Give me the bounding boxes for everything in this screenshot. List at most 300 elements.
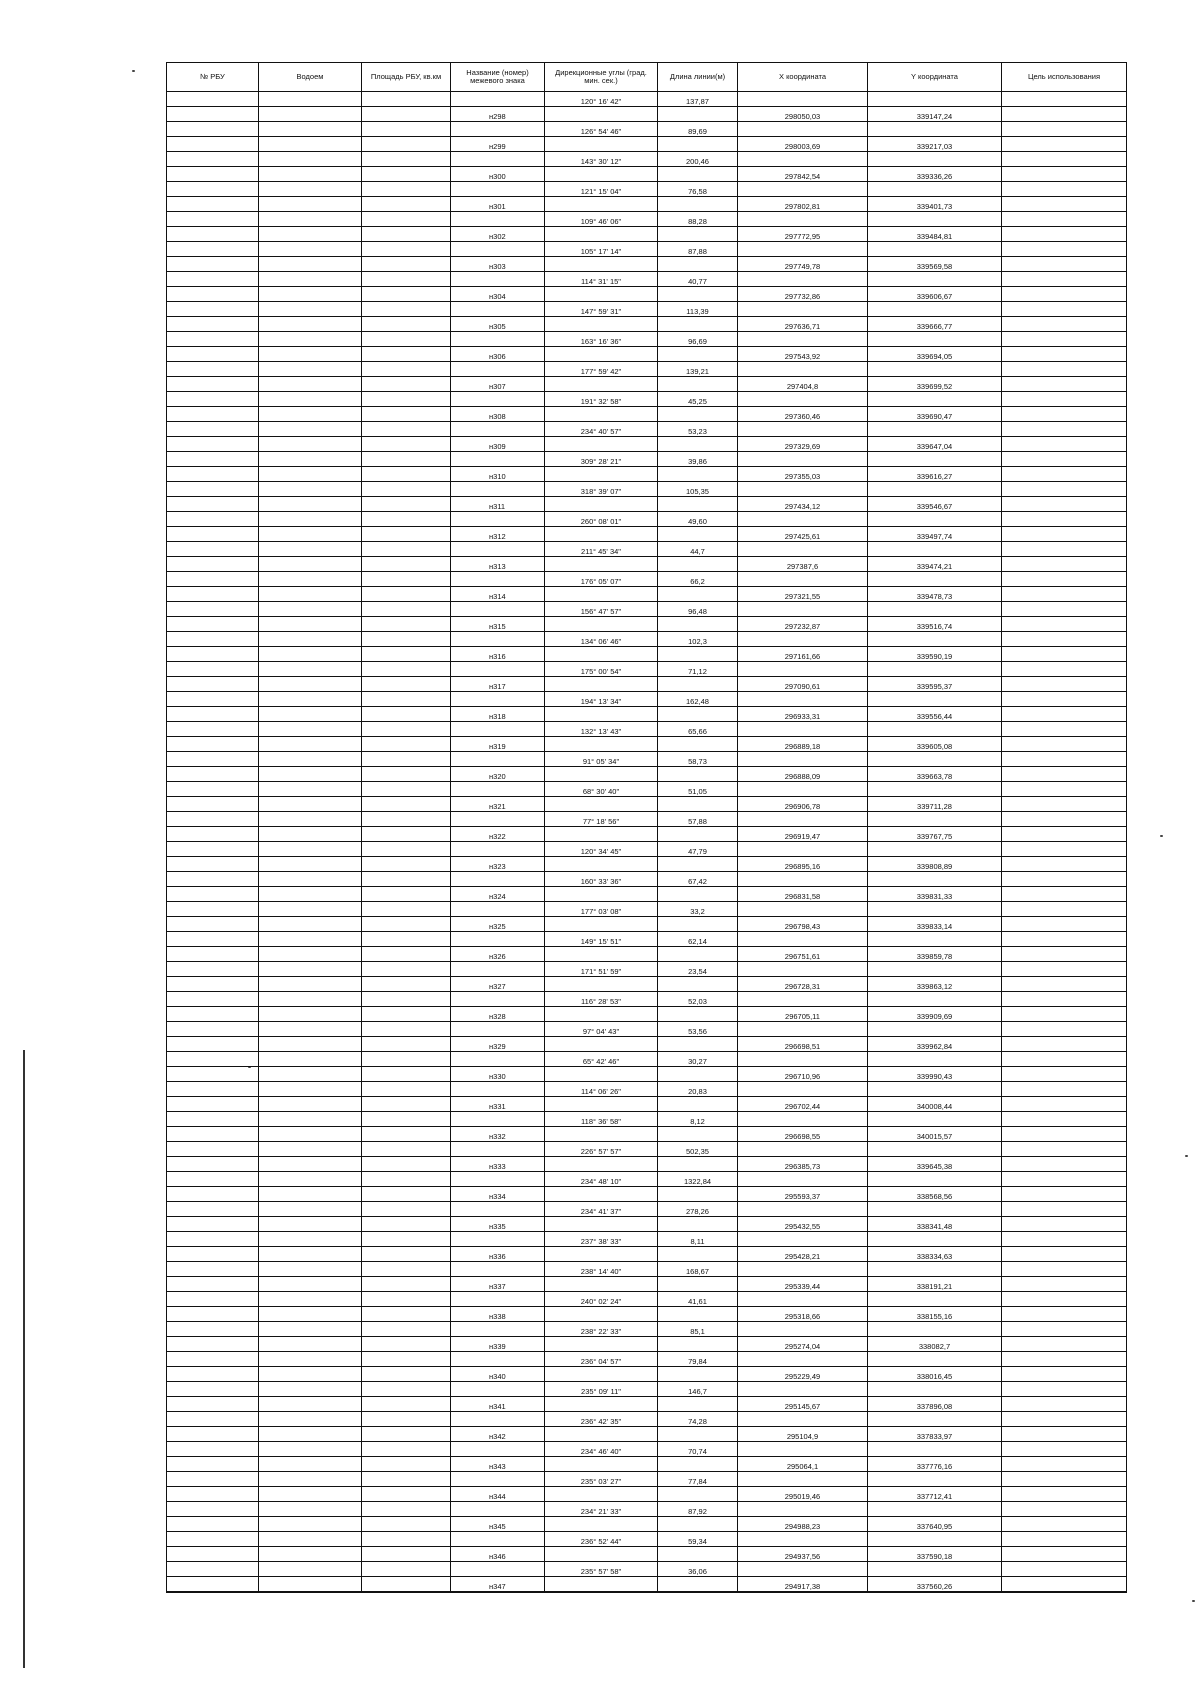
rbu-number-cell [167, 692, 259, 707]
x-coordinate-cell: 296728,31 [738, 977, 868, 992]
area-cell [362, 212, 451, 227]
area-cell [362, 602, 451, 617]
table-row [167, 92, 1127, 107]
y-coordinate-cell [868, 182, 1002, 197]
line-length-cell: 79,84 [658, 1352, 738, 1367]
x-coordinate-cell: 297161,66 [738, 647, 868, 662]
table-row [167, 497, 1127, 512]
y-coordinate-cell [868, 392, 1002, 407]
y-coordinate-cell: 339831,33 [868, 887, 1002, 902]
line-length-cell: 96,69 [658, 332, 738, 347]
direction-angle-cell [545, 947, 658, 962]
direction-angle-cell [545, 1127, 658, 1142]
y-coordinate-cell [868, 272, 1002, 287]
x-coordinate-cell: 294937,56 [738, 1547, 868, 1562]
area-cell [362, 992, 451, 1007]
water-body-cell [259, 1292, 362, 1307]
boundary-mark-cell: н309 [451, 437, 545, 452]
purpose-cell [1002, 992, 1127, 1007]
x-coordinate-cell: 296906,78 [738, 797, 868, 812]
purpose-cell [1002, 1262, 1127, 1277]
x-coordinate-cell [738, 572, 868, 587]
area-cell [362, 227, 451, 242]
x-coordinate-cell: 295432,55 [738, 1217, 868, 1232]
x-coordinate-cell: 296798,43 [738, 917, 868, 932]
y-coordinate-cell: 339663,78 [868, 767, 1002, 782]
table-row [167, 677, 1127, 692]
boundary-mark-cell [451, 872, 545, 887]
x-coordinate-cell: 294988,23 [738, 1517, 868, 1532]
rbu-number-cell [167, 737, 259, 752]
line-length-cell: 53,56 [658, 1022, 738, 1037]
water-body-cell [259, 1412, 362, 1427]
line-length-cell [658, 377, 738, 392]
direction-angle-cell [545, 197, 658, 212]
purpose-cell [1002, 902, 1127, 917]
boundary-mark-cell [451, 1322, 545, 1337]
area-cell [362, 902, 451, 917]
table-row [167, 1142, 1127, 1157]
table-row [167, 587, 1127, 602]
direction-angle-cell: 226° 57' 57" [545, 1142, 658, 1157]
x-coordinate-cell [738, 1112, 868, 1127]
boundary-mark-cell [451, 1142, 545, 1157]
line-length-cell [658, 1457, 738, 1472]
table-row [167, 932, 1127, 947]
area-cell [362, 1547, 451, 1562]
table-row [167, 227, 1127, 242]
rbu-number-cell [167, 767, 259, 782]
table-row [167, 782, 1127, 797]
water-body-cell [259, 1367, 362, 1382]
rbu-number-cell [167, 1577, 259, 1593]
line-length-cell: 278,26 [658, 1202, 738, 1217]
rbu-number-cell [167, 1082, 259, 1097]
rbu-number-cell [167, 1397, 259, 1412]
scan-speck [1185, 1155, 1188, 1157]
x-coordinate-cell: 296705,11 [738, 1007, 868, 1022]
y-coordinate-cell: 340008,44 [868, 1097, 1002, 1112]
area-cell [362, 1427, 451, 1442]
line-length-cell: 137,87 [658, 92, 738, 107]
line-length-cell: 102,3 [658, 632, 738, 647]
water-body-cell [259, 407, 362, 422]
table-row [167, 572, 1127, 587]
area-cell [362, 407, 451, 422]
line-length-cell: 45,25 [658, 392, 738, 407]
table-row [167, 422, 1127, 437]
line-length-cell: 74,28 [658, 1412, 738, 1427]
rbu-number-cell [167, 422, 259, 437]
purpose-cell [1002, 587, 1127, 602]
area-cell [362, 1562, 451, 1577]
purpose-cell [1002, 227, 1127, 242]
area-cell [362, 1532, 451, 1547]
x-coordinate-cell [738, 1292, 868, 1307]
water-body-cell [259, 602, 362, 617]
purpose-cell [1002, 512, 1127, 527]
y-coordinate-cell [868, 1082, 1002, 1097]
table-row [167, 1202, 1127, 1217]
area-cell [362, 347, 451, 362]
x-coordinate-cell [738, 1142, 868, 1157]
line-length-cell: 8,12 [658, 1112, 738, 1127]
rbu-number-cell [167, 377, 259, 392]
area-cell [362, 752, 451, 767]
purpose-cell [1002, 1367, 1127, 1382]
purpose-cell [1002, 167, 1127, 182]
direction-angle-cell [545, 1277, 658, 1292]
boundary-mark-cell: н334 [451, 1187, 545, 1202]
x-coordinate-cell: 296919,47 [738, 827, 868, 842]
boundary-mark-cell: н303 [451, 257, 545, 272]
area-cell [362, 737, 451, 752]
y-coordinate-cell: 339606,67 [868, 287, 1002, 302]
table-row [167, 977, 1127, 992]
purpose-cell [1002, 1382, 1127, 1397]
purpose-cell [1002, 1307, 1127, 1322]
area-cell [362, 572, 451, 587]
boundary-mark-cell [451, 242, 545, 257]
area-cell [362, 92, 451, 107]
header-direction-angle: Дирекционные углы (град. мин. сек.) [545, 63, 658, 92]
water-body-cell [259, 1487, 362, 1502]
boundary-mark-cell: н336 [451, 1247, 545, 1262]
table-row [167, 1457, 1127, 1472]
line-length-cell [658, 1037, 738, 1052]
direction-angle-cell: 160° 33' 36" [545, 872, 658, 887]
boundary-mark-cell [451, 1082, 545, 1097]
direction-angle-cell: 163° 16' 36" [545, 332, 658, 347]
water-body-cell [259, 167, 362, 182]
x-coordinate-cell: 297387,6 [738, 557, 868, 572]
y-coordinate-cell: 337640,95 [868, 1517, 1002, 1532]
purpose-cell [1002, 467, 1127, 482]
area-cell [362, 932, 451, 947]
purpose-cell [1002, 1232, 1127, 1247]
purpose-cell [1002, 407, 1127, 422]
x-coordinate-cell [738, 392, 868, 407]
rbu-number-cell [167, 872, 259, 887]
boundary-mark-cell: н315 [451, 617, 545, 632]
direction-angle-cell: 114° 31' 15" [545, 272, 658, 287]
table-row [167, 1352, 1127, 1367]
line-length-cell: 70,74 [658, 1442, 738, 1457]
y-coordinate-cell: 339546,67 [868, 497, 1002, 512]
line-length-cell: 39,86 [658, 452, 738, 467]
purpose-cell [1002, 962, 1127, 977]
water-body-cell [259, 347, 362, 362]
rbu-number-cell [167, 617, 259, 632]
x-coordinate-cell: 296831,58 [738, 887, 868, 902]
area-cell [362, 767, 451, 782]
table-row [167, 407, 1127, 422]
area-cell [362, 1172, 451, 1187]
area-cell [362, 1112, 451, 1127]
water-body-cell [259, 1472, 362, 1487]
boundary-mark-cell [451, 362, 545, 377]
x-coordinate-cell [738, 152, 868, 167]
scan-speck [1192, 1600, 1195, 1602]
table-row [167, 737, 1127, 752]
boundary-mark-cell: н319 [451, 737, 545, 752]
purpose-cell [1002, 1547, 1127, 1562]
table-row [167, 1307, 1127, 1322]
line-length-cell: 52,03 [658, 992, 738, 1007]
water-body-cell [259, 1547, 362, 1562]
boundary-mark-cell [451, 722, 545, 737]
purpose-cell [1002, 422, 1127, 437]
direction-angle-cell: 97° 04' 43" [545, 1022, 658, 1037]
x-coordinate-cell [738, 1472, 868, 1487]
boundary-mark-cell [451, 422, 545, 437]
purpose-cell [1002, 362, 1127, 377]
boundary-mark-cell: н317 [451, 677, 545, 692]
direction-angle-cell: 237° 38' 33" [545, 1232, 658, 1247]
area-cell [362, 1067, 451, 1082]
header-x-coordinate: X координата [738, 63, 868, 92]
table-row [167, 1022, 1127, 1037]
x-coordinate-cell: 295318,66 [738, 1307, 868, 1322]
line-length-cell [658, 797, 738, 812]
table-row [167, 1322, 1127, 1337]
y-coordinate-cell: 337776,16 [868, 1457, 1002, 1472]
purpose-cell [1002, 617, 1127, 632]
water-body-cell [259, 1247, 362, 1262]
line-length-cell: 62,14 [658, 932, 738, 947]
purpose-cell [1002, 542, 1127, 557]
line-length-cell [658, 917, 738, 932]
rbu-number-cell [167, 1277, 259, 1292]
header-y-coordinate: Y координата [868, 63, 1002, 92]
x-coordinate-cell [738, 962, 868, 977]
water-body-cell [259, 1217, 362, 1232]
direction-angle-cell [545, 107, 658, 122]
y-coordinate-cell: 337560,26 [868, 1577, 1002, 1593]
y-coordinate-cell: 338155,16 [868, 1307, 1002, 1322]
rbu-number-cell [167, 1067, 259, 1082]
rbu-number-cell [167, 437, 259, 452]
purpose-cell [1002, 602, 1127, 617]
purpose-cell [1002, 1007, 1127, 1022]
purpose-cell [1002, 557, 1127, 572]
direction-angle-cell [545, 1247, 658, 1262]
rbu-number-cell [167, 332, 259, 347]
x-coordinate-cell [738, 1022, 868, 1037]
area-cell [362, 1322, 451, 1337]
purpose-cell [1002, 1427, 1127, 1442]
y-coordinate-cell [868, 362, 1002, 377]
direction-angle-cell [545, 497, 658, 512]
rbu-number-cell [167, 1427, 259, 1442]
x-coordinate-cell: 297543,92 [738, 347, 868, 362]
y-coordinate-cell: 339474,21 [868, 557, 1002, 572]
x-coordinate-cell [738, 602, 868, 617]
water-body-cell [259, 1157, 362, 1172]
line-length-cell: 502,35 [658, 1142, 738, 1157]
line-length-cell: 23,54 [658, 962, 738, 977]
purpose-cell [1002, 1352, 1127, 1367]
boundary-mark-cell: н330 [451, 1067, 545, 1082]
table-row [167, 1502, 1127, 1517]
boundary-mark-cell [451, 272, 545, 287]
area-cell [362, 632, 451, 647]
x-coordinate-cell: 295145,67 [738, 1397, 868, 1412]
y-coordinate-cell: 339569,58 [868, 257, 1002, 272]
direction-angle-cell [545, 407, 658, 422]
x-coordinate-cell [738, 662, 868, 677]
direction-angle-cell [545, 1367, 658, 1382]
area-cell [362, 332, 451, 347]
rbu-number-cell [167, 587, 259, 602]
line-length-cell [658, 1217, 738, 1232]
water-body-cell [259, 227, 362, 242]
x-coordinate-cell [738, 902, 868, 917]
direction-angle-cell [545, 137, 658, 152]
x-coordinate-cell: 297321,55 [738, 587, 868, 602]
rbu-number-cell [167, 257, 259, 272]
boundary-mark-cell [451, 1352, 545, 1367]
scan-speck [1160, 835, 1163, 837]
direction-angle-cell: 177° 03' 08" [545, 902, 658, 917]
purpose-cell [1002, 1187, 1127, 1202]
water-body-cell [259, 197, 362, 212]
boundary-mark-cell: н326 [451, 947, 545, 962]
direction-angle-cell: 132° 13' 43" [545, 722, 658, 737]
boundary-mark-cell: н301 [451, 197, 545, 212]
boundary-mark-cell: н328 [451, 1007, 545, 1022]
line-length-cell [658, 1367, 738, 1382]
boundary-mark-cell [451, 482, 545, 497]
boundary-mark-cell [451, 962, 545, 977]
boundary-mark-cell: н300 [451, 167, 545, 182]
purpose-cell [1002, 1517, 1127, 1532]
table-row [167, 302, 1127, 317]
purpose-cell [1002, 842, 1127, 857]
x-coordinate-cell: 297404,8 [738, 377, 868, 392]
x-coordinate-cell: 295229,49 [738, 1367, 868, 1382]
table-row [167, 242, 1127, 257]
purpose-cell [1002, 1577, 1127, 1593]
header-rbu-number: № РБУ [167, 63, 259, 92]
rbu-number-cell [167, 227, 259, 242]
direction-angle-cell: 114° 06' 26" [545, 1082, 658, 1097]
y-coordinate-cell [868, 212, 1002, 227]
table-header-row [167, 63, 1127, 92]
boundary-mark-cell: н342 [451, 1427, 545, 1442]
purpose-cell [1002, 482, 1127, 497]
direction-angle-cell: 211° 45' 34" [545, 542, 658, 557]
line-length-cell [658, 617, 738, 632]
boundary-mark-cell: н340 [451, 1367, 545, 1382]
boundary-mark-cell: н341 [451, 1397, 545, 1412]
rbu-number-cell [167, 272, 259, 287]
boundary-coordinates-table [166, 62, 1127, 1593]
water-body-cell [259, 647, 362, 662]
direction-angle-cell [545, 827, 658, 842]
rbu-number-cell [167, 1322, 259, 1337]
direction-angle-cell: 309° 28' 21" [545, 452, 658, 467]
direction-angle-cell [545, 1517, 658, 1532]
purpose-cell [1002, 1532, 1127, 1547]
x-coordinate-cell [738, 332, 868, 347]
table-row [167, 107, 1127, 122]
y-coordinate-cell: 339484,81 [868, 227, 1002, 242]
y-coordinate-cell: 338082,7 [868, 1337, 1002, 1352]
direction-angle-cell [545, 1187, 658, 1202]
line-length-cell: 20,83 [658, 1082, 738, 1097]
y-coordinate-cell [868, 812, 1002, 827]
boundary-mark-cell [451, 392, 545, 407]
boundary-mark-cell [451, 1232, 545, 1247]
water-body-cell [259, 1577, 362, 1593]
water-body-cell [259, 557, 362, 572]
water-body-cell [259, 962, 362, 977]
purpose-cell [1002, 1217, 1127, 1232]
table-row [167, 257, 1127, 272]
direction-angle-cell [545, 977, 658, 992]
x-coordinate-cell [738, 542, 868, 557]
water-body-cell [259, 272, 362, 287]
y-coordinate-cell [868, 152, 1002, 167]
water-body-cell [259, 677, 362, 692]
rbu-number-cell [167, 707, 259, 722]
area-cell [362, 1517, 451, 1532]
purpose-cell [1002, 932, 1127, 947]
y-coordinate-cell: 338334,63 [868, 1247, 1002, 1262]
x-coordinate-cell: 296751,61 [738, 947, 868, 962]
purpose-cell [1002, 872, 1127, 887]
direction-angle-cell: 234° 46' 40" [545, 1442, 658, 1457]
x-coordinate-cell: 296702,44 [738, 1097, 868, 1112]
table-row [167, 722, 1127, 737]
x-coordinate-cell: 298050,03 [738, 107, 868, 122]
direction-angle-cell [545, 287, 658, 302]
rbu-number-cell [167, 1112, 259, 1127]
y-coordinate-cell: 339690,47 [868, 407, 1002, 422]
purpose-cell [1002, 1052, 1127, 1067]
water-body-cell [259, 257, 362, 272]
boundary-mark-cell: н302 [451, 227, 545, 242]
line-length-cell [658, 977, 738, 992]
y-coordinate-cell [868, 752, 1002, 767]
y-coordinate-cell [868, 932, 1002, 947]
x-coordinate-cell: 295339,44 [738, 1277, 868, 1292]
rbu-number-cell [167, 287, 259, 302]
purpose-cell [1002, 137, 1127, 152]
direction-angle-cell: 143° 30' 12" [545, 152, 658, 167]
direction-angle-cell: 238° 14' 40" [545, 1262, 658, 1277]
boundary-mark-cell [451, 212, 545, 227]
area-cell [362, 167, 451, 182]
area-cell [362, 512, 451, 527]
y-coordinate-cell [868, 1532, 1002, 1547]
x-coordinate-cell: 295593,37 [738, 1187, 868, 1202]
water-body-cell [259, 1322, 362, 1337]
boundary-mark-cell [451, 302, 545, 317]
rbu-number-cell [167, 1262, 259, 1277]
table-row [167, 542, 1127, 557]
table-row [167, 812, 1127, 827]
x-coordinate-cell: 297329,69 [738, 437, 868, 452]
water-body-cell [259, 1097, 362, 1112]
line-length-cell [658, 1337, 738, 1352]
table-row [167, 512, 1127, 527]
line-length-cell: 58,73 [658, 752, 738, 767]
rbu-number-cell [167, 1337, 259, 1352]
y-coordinate-cell: 339666,77 [868, 317, 1002, 332]
area-cell [362, 917, 451, 932]
